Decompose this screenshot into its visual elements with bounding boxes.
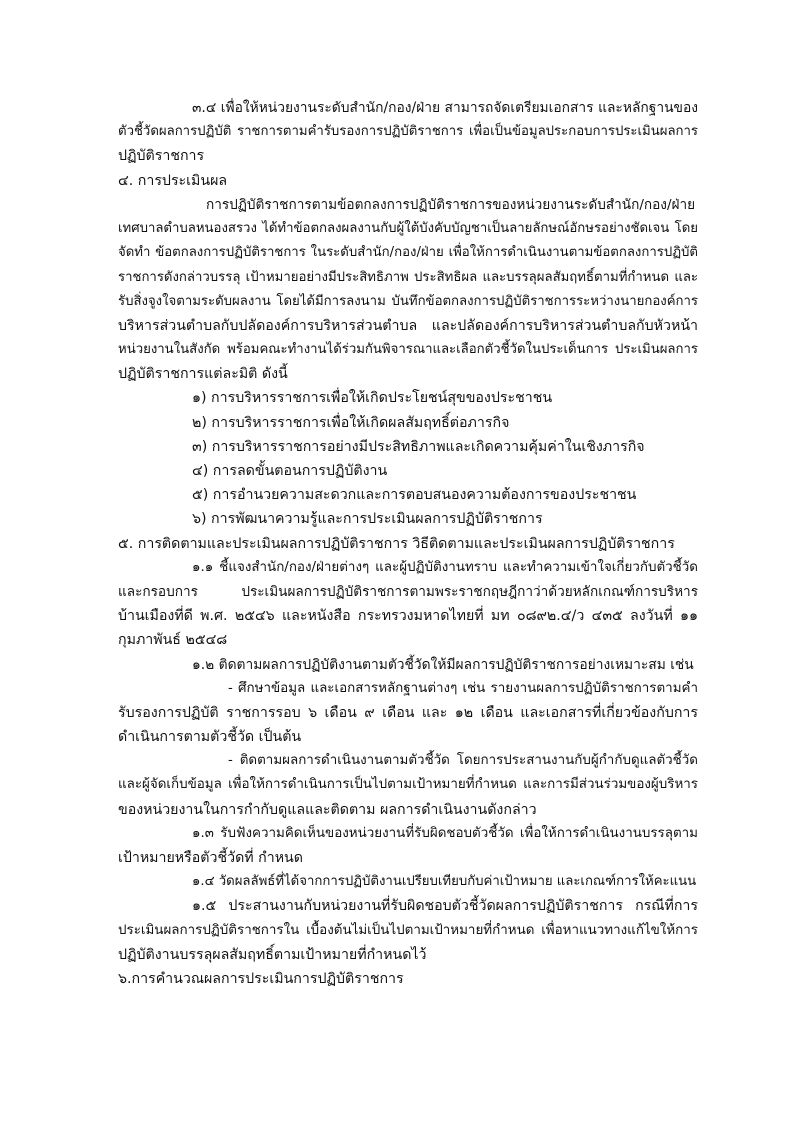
text-line: หน่วยงานในสังกัด พร้อมคณะทำงานได้ร่วมกันพิจารณาและเลือกตัวชี้วัดในประเด็นการ ประเมินผลการ	[118, 342, 698, 357]
text-line: ตัวชี้วัดผลการปฏิบัติ ราชการตามคำรับรองการปฏิบัติราชการ เพื่อเป็นข้อมูลประกอบการประเมินผลการ	[118, 124, 698, 139]
text-line: รับสิ่งจูงใจตามระดับผลงาน โดยได้มีการลงนาม บันทึกข้อตกลงการปฏิบัติราชการระหว่างนายกองค์การ	[118, 294, 698, 309]
text-line: ของหน่วยงานในการกำกับดูแลและติดตาม ผลการดำเนินงานดังกล่าว	[118, 802, 537, 818]
text-line: ๑.๒ ติดตามผลการปฏิบัติงานตามตัวชี้วัดให้มีผลการปฏิบัติราชการอย่างเหมาะสม เช่น	[192, 657, 694, 673]
section-heading: ๖.การคำนวณผลการประเมินการปฏิบัติราชการ	[118, 971, 404, 987]
text-line: ๑.๑ ชี้แจงสำนัก/กอง/ฝ่ายต่างๆ และผู้ปฏิบัติงานทราบ และทำความเข้าใจเกี่ยวกับตัวชี้วัด	[192, 560, 698, 575]
list-item: ๖) การพัฒนาความรู้และการประเมินผลการปฏิบัติราชการ	[192, 511, 543, 527]
section-heading: ๔. การประเมินผล	[118, 173, 228, 189]
text-line: ปฏิบัติงานบรรลุผลสัมฤทธิ์ตามเป้าหมายที่กำหนดไว้	[118, 947, 427, 963]
text-line: บริหารส่วนตำบลกับปลัดองค์การบริหารส่วนตำบล และปลัดองค์การบริหารส่วนตำบลกับหัวหน้า	[118, 318, 698, 334]
text-line: ๑.๕ ประสานงานกับหน่วยงานที่รับผิดชอบตัวชี้วัดผลการปฏิบัติราชการ กรณีที่การ	[192, 898, 698, 914]
list-item: ๒) การบริหารราชการเพื่อให้เกิดผลสัมฤทธิ์ต่อภารกิจ	[192, 415, 510, 431]
list-item: ๕) การอำนวยความสะดวกและการตอบสนองความต้องการของประชาชน	[192, 487, 637, 503]
text-line: การปฏิบัติราชการตามข้อตกลงการปฏิบัติราชการของหน่วยงานระดับสำนัก/กอง/ฝ่าย	[206, 197, 696, 213]
text-line: เทศบาลตำบลหนองสรวง ได้ทำข้อตกลงผลงานกับผู้ใต้บังคับบัญชาเป็นลายลักษณ์อักษรอย่างชัดเจน โดย	[118, 221, 698, 236]
list-item: ๑) การบริหารราชการเพื่อให้เกิดประโยชน์สุขของประชาชน	[192, 390, 553, 406]
text-line: และผู้จัดเก็บข้อมูล เพื่อให้การดำเนินการเป็นไปตามเป้าหมายที่กำหนด และการมีส่วนร่วมของผู้บริหาร	[118, 777, 698, 792]
text-line: ปฏิบัติราชการแต่ละมิติ ดังนี้	[118, 366, 288, 382]
text-line: - ติดตามผลการดำเนินงานตามตัวชี้วัด โดยการประสานงานกับผู้กำกับดูแลตัวชี้วัด	[228, 753, 698, 768]
list-item: ๓) การบริหารราชการอย่างมีประสิทธิภาพและเกิดความคุ้มค่าในเชิงภารกิจ	[192, 439, 645, 455]
text-line: ปฏิบัติราชการ	[118, 148, 205, 164]
text-line: เป้าหมายหรือตัวชี้วัดที่ กำหนด	[118, 850, 303, 866]
text-line: ราชการดังกล่าวบรรลุ เป้าหมายอย่างมีประสิทธิภาพ ประสิทธิผล และบรรลุผลสัมฤทธิ์ตามที่กำหนด และ	[118, 270, 698, 285]
text-line: จัดทำ ข้อตกลงการปฏิบัติราชการ ในระดับสำนัก/กอง/ฝ่าย เพื่อให้การดำเนินงานตามข้อตกลงการปฏิบัติ	[118, 245, 698, 260]
text-line: ๑.๓ รับฟังความคิดเห็นของหน่วยงานที่รับผิดชอบตัวชี้วัด เพื่อให้การดำเนินงานบรรลุตาม	[192, 826, 698, 841]
list-item: ๔) การลดขั้นตอนการปฏิบัติงาน	[192, 463, 388, 479]
text-line: กุมภาพันธ์ ๒๕๔๘	[118, 632, 228, 648]
text-line: รับรองการปฏิบัติ ราชการรอบ ๖ เดือน ๙ เดือน และ ๑๒ เดือน และเอกสารที่เกี่ยวข้องกับการ	[118, 705, 698, 721]
text-line: บ้านเมืองที่ดี พ.ศ. ๒๕๔๖ และหนังสือ กระทรวงมหาดไทยที่ มท ๐๘๙๒.๔/ว ๔๓๕ ลงวันที่ ๑๑	[118, 608, 698, 624]
text-line: ๑.๔ วัดผลลัพธ์ที่ได้จากการปฏิบัติงานเปรียบเทียบกับค่าเป้าหมาย และเกณฑ์การให้คะแนน	[192, 874, 697, 889]
section-heading: ๕. การติดตามและประเมินผลการปฏิบัติราชการ วิธีติดตามและประเมินผลการปฏิบัติราชการ	[118, 536, 675, 552]
text-line: - ศึกษาข้อมูล และเอกสารหลักฐานต่างๆ เช่น รายงานผลการปฏิบัติราชการตามคำ	[228, 681, 698, 696]
text-line: และกรอบการ ประเมินผลการปฏิบัติราชการตามพระราชกฤษฎีกาว่าด้วยหลักเกณฑ์การบริหาร	[118, 584, 698, 600]
text-line: ๓.๔ เพื่อให้หน่วยงานระดับสำนัก/กอง/ฝ่าย สามารถจัดเตรียมเอกสาร และหลักฐานของ	[192, 100, 698, 116]
text-line: ดำเนินการตามตัวชี้วัด เป็นต้น	[118, 729, 302, 745]
text-line: ประเมินผลการปฏิบัติราชการใน เบื้องต้นไม่เป็นไปตามเป้าหมายที่กำหนด เพื่อหาแนวทางแก้ไขให้การ	[118, 923, 698, 938]
